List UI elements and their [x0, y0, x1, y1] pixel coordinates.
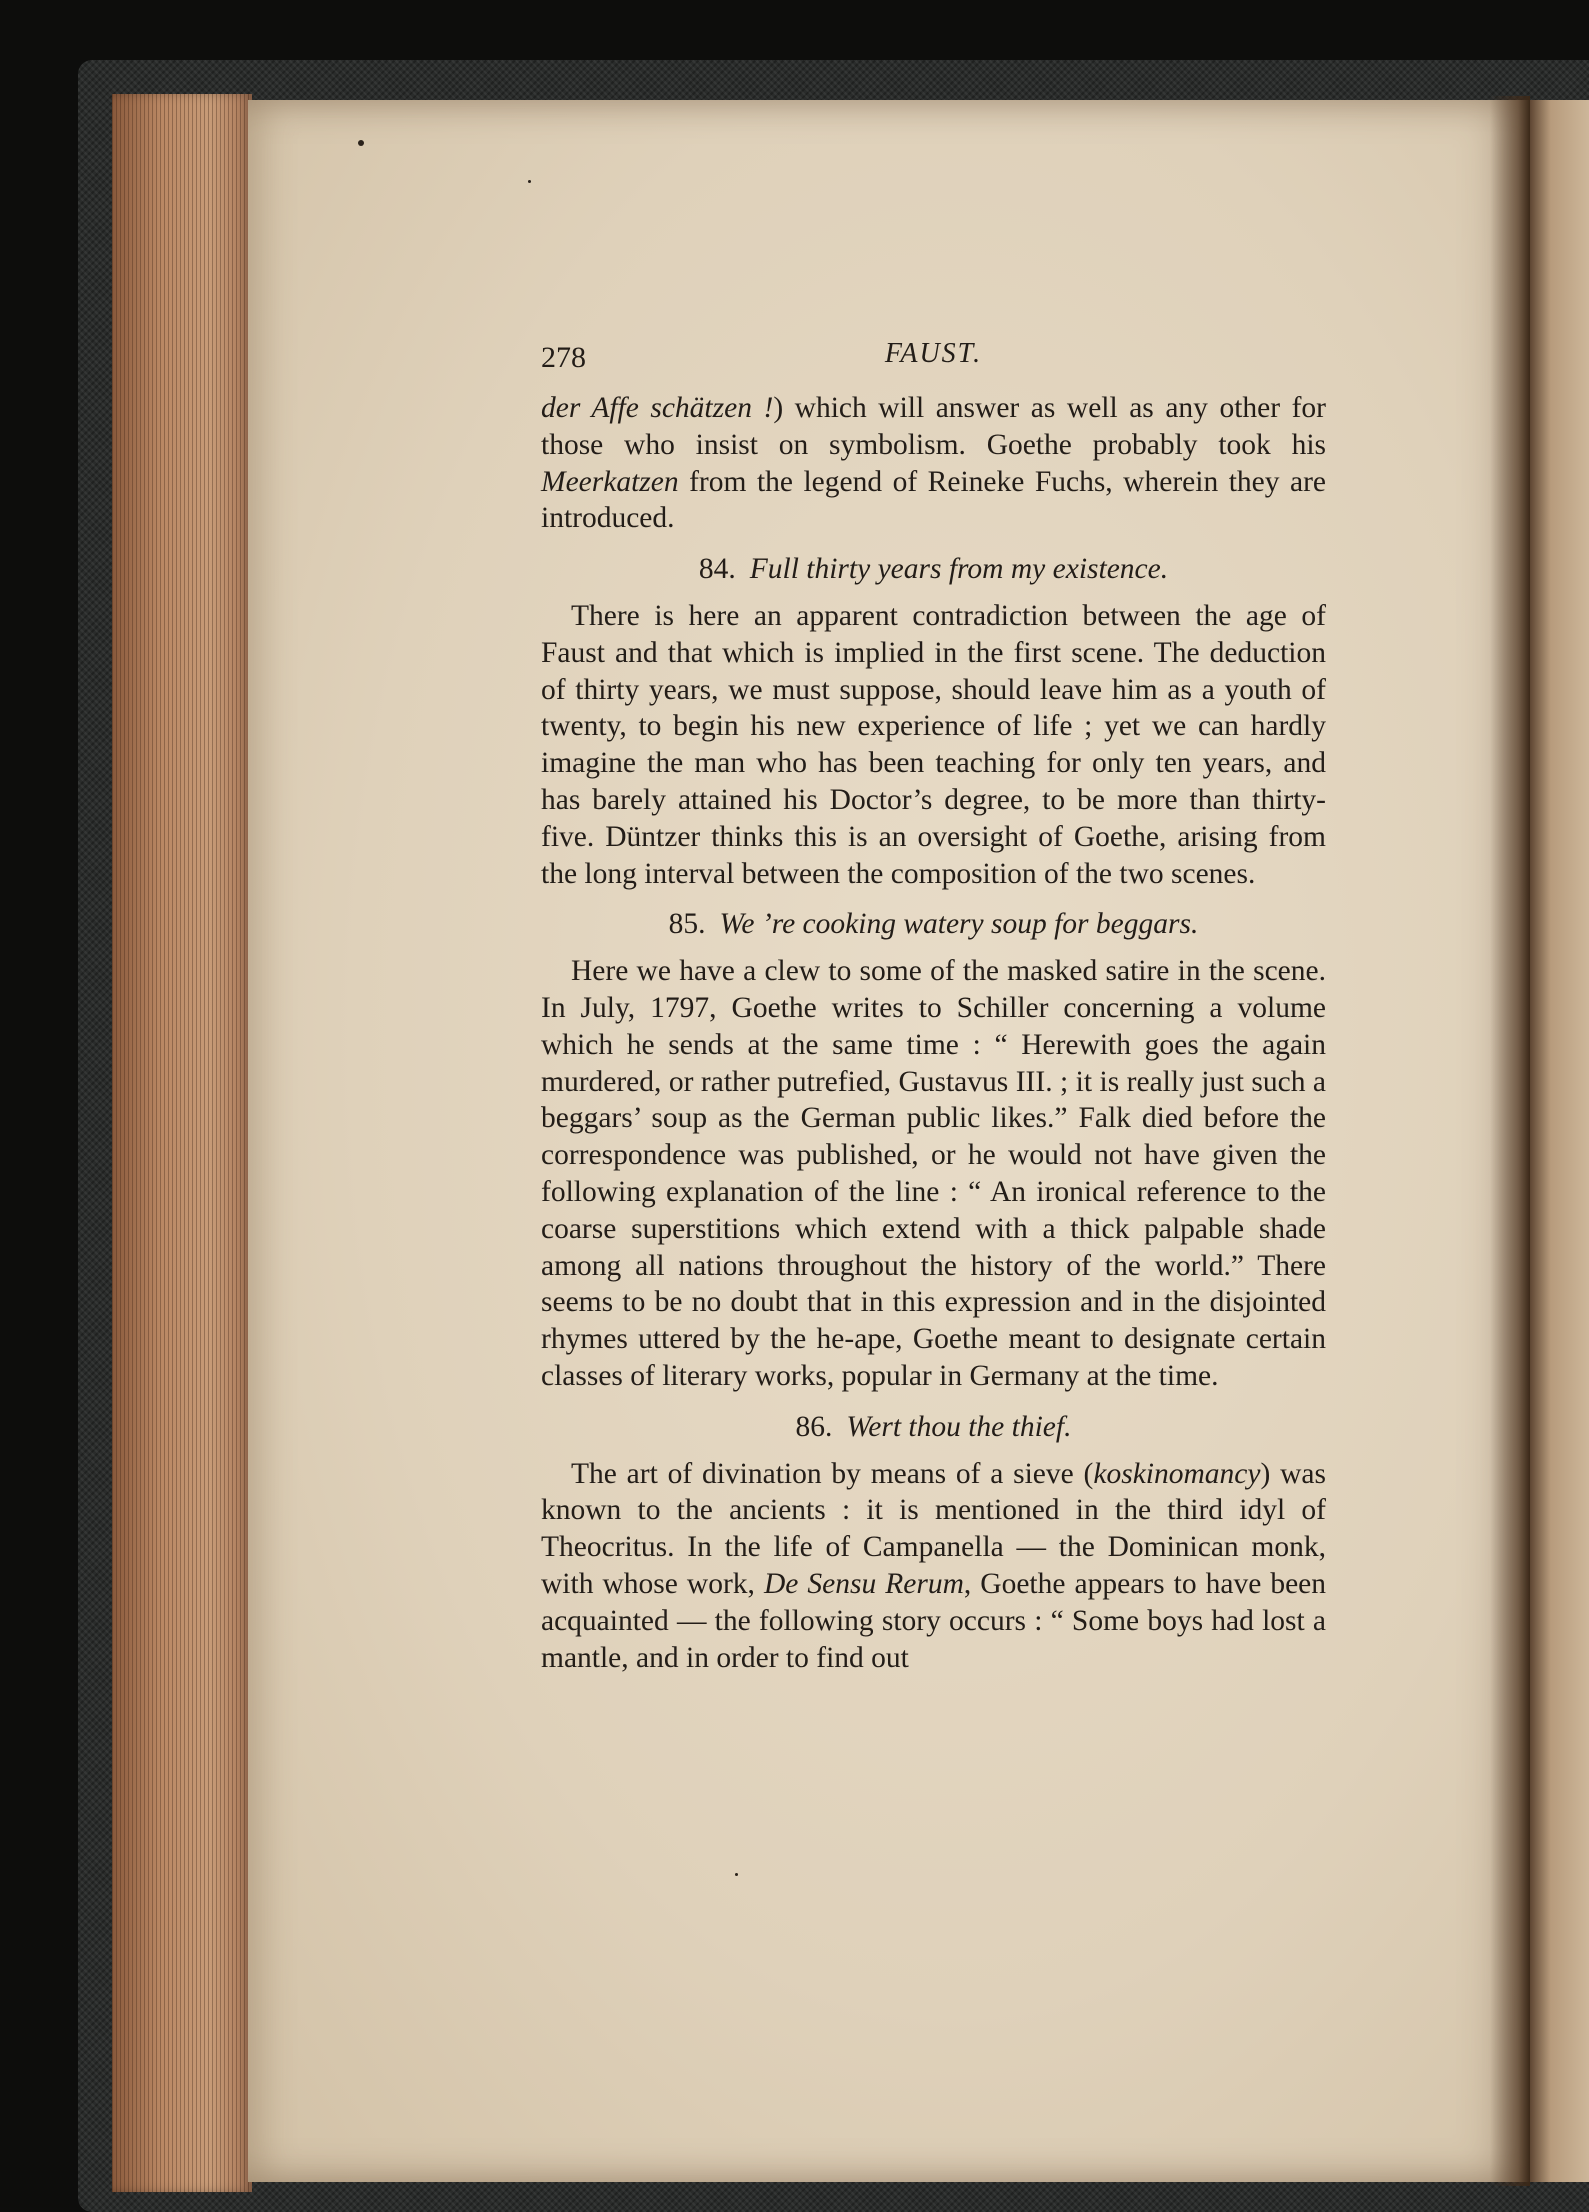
note-caption: Full thirty years from my existence. [749, 553, 1169, 586]
note-caption: Wert thou the thief. [846, 1410, 1072, 1443]
paragraph-text: The art of divination by means of a sieve ( [571, 1457, 1094, 1490]
gutter-shadow [1490, 96, 1530, 2186]
note-caption: We ’re cooking watery soup for beggars. [719, 908, 1199, 941]
italic-phrase: Meerkatzen [541, 465, 679, 498]
running-header [541, 340, 1326, 384]
note-number: 84. [698, 553, 736, 586]
note-body-86 [541, 1456, 1326, 1677]
facing-page-edge [1530, 100, 1589, 2182]
paper-speck [358, 140, 364, 146]
note-heading-86 [541, 1409, 1326, 1446]
paragraph-text: , Goethe appears to have been acquainted — the following story occurs : “ Some boys had lost a mantle, and in order to find out [541, 1567, 1327, 1674]
note-heading-85 [541, 906, 1326, 943]
page-edges [112, 94, 252, 2192]
paragraph-text: ) which will answer as well as any other for those who insist on symbolism. Goethe probably took his [541, 392, 1326, 461]
paper-speck [735, 1873, 738, 1876]
paragraph-text: ) was known to the ancients : it is mentioned in the third idyl of Theocritus. In the life of Campanella — the Dominican monk, with whose work, [541, 1457, 1326, 1600]
italic-phrase: De Sensu Rerum [763, 1567, 964, 1600]
note-number: 86. [795, 1410, 833, 1443]
note-body-84: There is here an apparent contradiction between the age of Faust and that which is implied in the first scene. The deduction of thirty years, we must suppose, should leave him as a youth of twenty, to begin his new experience of life ; yet we can hardly imagine the man who has been teaching for only ten years, and has barely attained his Doctor’s degree, to be more than thirty-five. Düntzer thinks this is an oversight of Goethe, arising from the long interval between the composition of the two scenes. [541, 599, 1326, 890]
note-number: 85. [668, 908, 706, 941]
paper-speck [528, 180, 531, 183]
note-body-85: Here we have a clew to some of the masked satire in the scene. In July, 1797, Goethe writes to Schiller concerning a volume which he sends at the same time : “ Herewith goes the again murdered, or rather putrefied, Gustavus III. ; it is really just such a beggars’ soup as the German public likes.” Falk died before the correspondence was published, or he would not have given the following explanation of the line : “ An ironical reference to the coarse superstitions which extend with a thick palpable shade among all nations throughout the history of the world.” There seems to be no doubt that in this expression and in the disjointed rhymes uttered by the he-ape, Goethe meant to designate certain classes of literary works, popular in Germany at the time. [541, 955, 1326, 1392]
text-block [541, 340, 1326, 1676]
running-title: FAUST. [884, 338, 983, 369]
page-number: 278 [541, 341, 586, 374]
italic-phrase: der Affe schätzen ! [541, 392, 774, 424]
italic-phrase: koskinomancy [1093, 1457, 1261, 1490]
paragraph-text: from the legend of Reineke Fuchs, wherein they are introduced. [541, 465, 1326, 535]
note-heading-84 [541, 551, 1326, 588]
continuation-paragraph [541, 390, 1326, 537]
